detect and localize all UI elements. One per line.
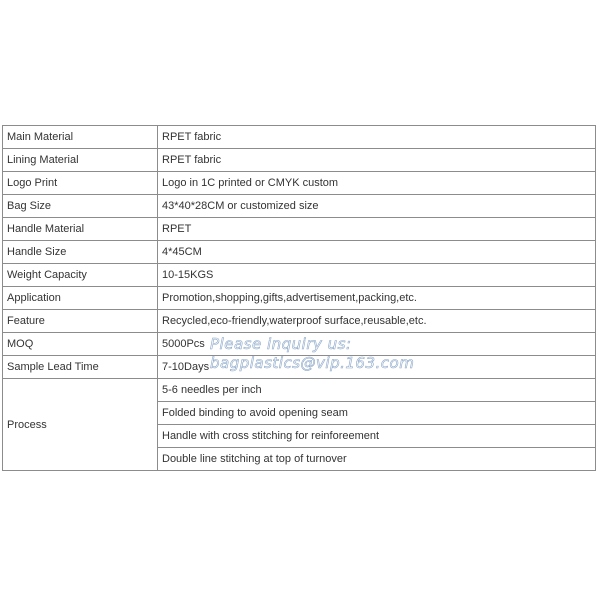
row-label-bag-size: Bag Size bbox=[3, 195, 158, 218]
row-label-lining-material: Lining Material bbox=[3, 149, 158, 172]
row-label-application: Application bbox=[3, 287, 158, 310]
row-value-weight-capacity: 10-15KGS bbox=[158, 264, 596, 287]
row-label-handle-material: Handle Material bbox=[3, 218, 158, 241]
row-value-logo-print: Logo in 1C printed or CMYK custom bbox=[158, 172, 596, 195]
table-row bbox=[3, 356, 596, 379]
row-value-application: Promotion,shopping,gifts,advertisement,packing,etc. bbox=[158, 287, 596, 310]
row-value-process-3: Handle with cross stitching for reinforeement bbox=[158, 425, 596, 448]
row-value-handle-material: RPET bbox=[158, 218, 596, 241]
row-label-logo-print: Logo Print bbox=[3, 172, 158, 195]
table-row bbox=[3, 172, 596, 195]
table-row bbox=[3, 195, 596, 218]
watermark-line-2: bagplastics@vip.163.com bbox=[210, 354, 415, 372]
row-value-process-1: 5-6 needles per inch bbox=[158, 379, 596, 402]
row-value-bag-size: 43*40*28CM or customized size bbox=[158, 195, 596, 218]
row-label-moq: MOQ bbox=[3, 333, 158, 356]
row-label-main-material: Main Material bbox=[3, 126, 158, 149]
table-row bbox=[3, 310, 596, 333]
row-value-process-4: Double line stitching at top of turnover bbox=[158, 448, 596, 471]
table-row bbox=[3, 149, 596, 172]
row-value-main-material: RPET fabric bbox=[158, 126, 596, 149]
row-label-weight-capacity: Weight Capacity bbox=[3, 264, 158, 287]
row-value-lining-material: RPET fabric bbox=[158, 149, 596, 172]
row-value-feature: Recycled,eco-friendly,waterproof surface,reusable,etc. bbox=[158, 310, 596, 333]
spec-table bbox=[2, 125, 596, 471]
row-value-process-2: Folded binding to avoid opening seam bbox=[158, 402, 596, 425]
row-value-moq: 5000Pcs bbox=[158, 333, 596, 356]
table-row bbox=[3, 379, 596, 402]
watermark-line-1: Please inquiry us: bbox=[210, 335, 352, 353]
table-row bbox=[3, 287, 596, 310]
table-row bbox=[3, 333, 596, 356]
row-label-handle-size: Handle Size bbox=[3, 241, 158, 264]
table-row bbox=[3, 126, 596, 149]
row-value-handle-size: 4*45CM bbox=[158, 241, 596, 264]
row-label-feature: Feature bbox=[3, 310, 158, 333]
row-value-sample-lead-time: 7-10Days bbox=[158, 356, 596, 379]
row-label-process: Process bbox=[3, 379, 158, 471]
row-label-sample-lead-time: Sample Lead Time bbox=[3, 356, 158, 379]
table-row bbox=[3, 218, 596, 241]
table-row bbox=[3, 241, 596, 264]
table-row bbox=[3, 264, 596, 287]
